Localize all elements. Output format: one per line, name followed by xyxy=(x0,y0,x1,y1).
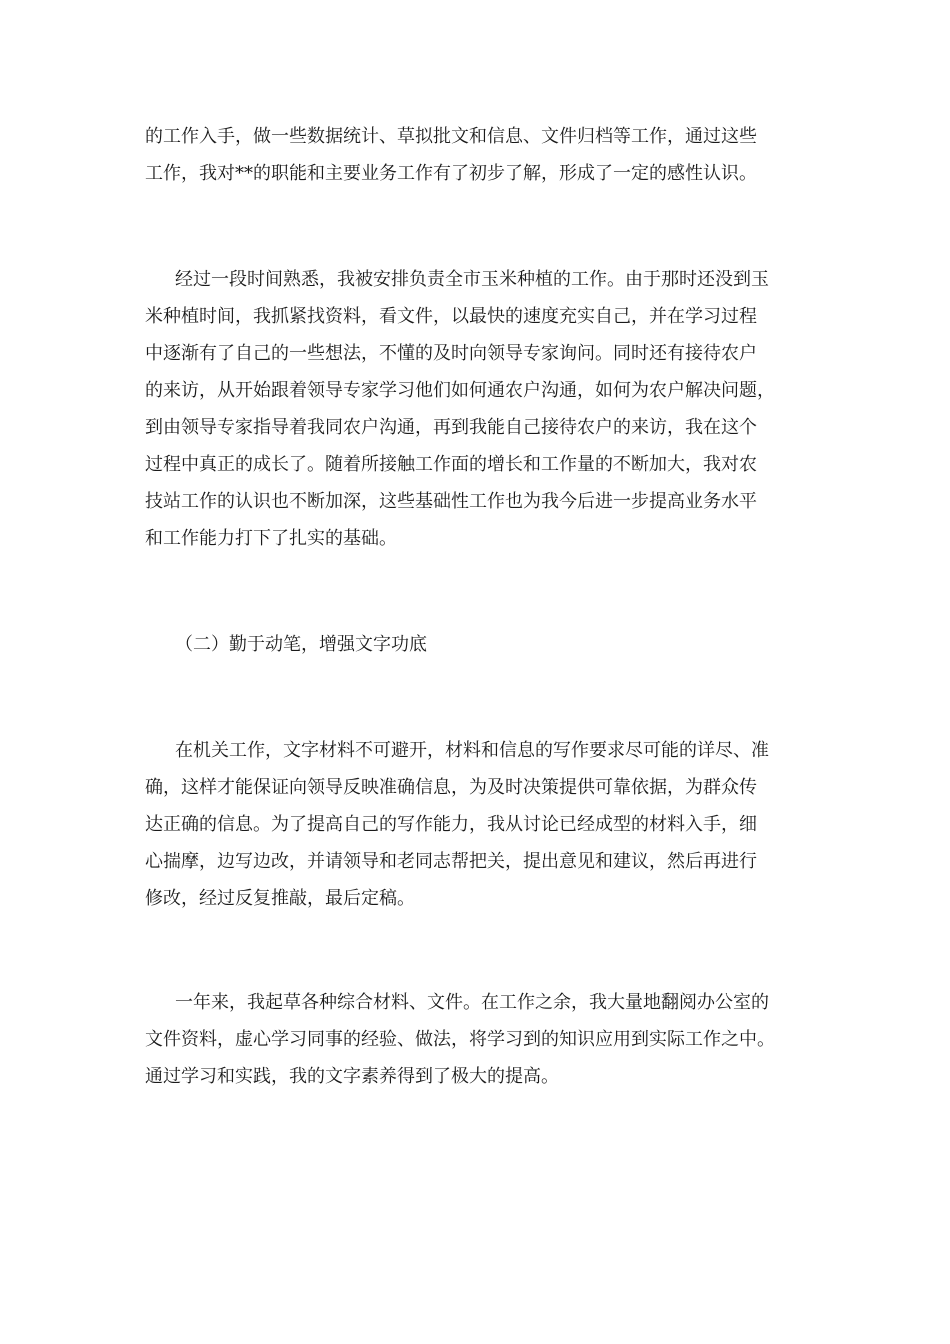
paragraph-line: 技站工作的认识也不断加深，这些基础性工作也为我今后进一步提高业务水平 xyxy=(145,491,757,512)
paragraph-continuation xyxy=(145,118,809,192)
paragraph-line: 修改，经过反复推敲，最后定稿。 xyxy=(145,888,415,909)
paragraph-corn-planting xyxy=(145,261,809,557)
paragraph-line: 和工作能力打下了扎实的基础。 xyxy=(145,528,397,549)
paragraph-line: 达正确的信息。为了提高自己的写作能力，我从讨论已经成型的材料入手，细 xyxy=(145,814,757,835)
paragraph-line: 在机关工作，文字材料不可避开，材料和信息的写作要求尽可能的详尽、准 xyxy=(175,740,769,761)
paragraph-line: 通过学习和实践，我的文字素养得到了极大的提高。 xyxy=(145,1066,559,1087)
section-heading xyxy=(175,626,839,663)
paragraph-year-summary xyxy=(145,984,809,1095)
paragraph-line: 的工作入手，做一些数据统计、草拟批文和信息、文件归档等工作，通过这些 xyxy=(145,126,757,147)
paragraph-line: 的来访，从开始跟着领导专家学习他们如何通农户沟通，如何为农户解决问题， xyxy=(145,380,775,401)
paragraph-line: 文件资料，虚心学习同事的经验、做法，将学习到的知识应用到实际工作之中。 xyxy=(145,1029,775,1050)
paragraph-writing-work xyxy=(145,732,809,917)
paragraph-line: 米种植时间，我抓紧找资料，看文件，以最快的速度充实自己，并在学习过程 xyxy=(145,306,757,327)
paragraph-line: 心揣摩，边写边改，并请领导和老同志帮把关，提出意见和建议，然后再进行 xyxy=(145,851,757,872)
paragraph-line: 确，这样才能保证向领导反映准确信息，为及时决策提供可靠依据，为群众传 xyxy=(145,777,757,798)
paragraph-line: 工作，我对**的职能和主要业务工作有了初步了解，形成了一定的感性认识。 xyxy=(145,163,757,184)
paragraph-line: 到由领导专家指导着我同农户沟通，再到我能自己接待农户的来访，我在这个 xyxy=(145,417,757,438)
paragraph-line: 经过一段时间熟悉，我被安排负责全市玉米种植的工作。由于那时还没到玉 xyxy=(175,269,769,290)
paragraph-line: 一年来，我起草各种综合材料、文件。在工作之余，我大量地翻阅办公室的 xyxy=(175,992,769,1013)
paragraph-line: 过程中真正的成长了。随着所接触工作面的增长和工作量的不断加大，我对农 xyxy=(145,454,757,475)
heading-text: （二）勤于动笔，增强文字功底 xyxy=(175,634,427,655)
paragraph-line: 中逐渐有了自己的一些想法，不懂的及时向领导专家询问。同时还有接待农户 xyxy=(145,343,757,364)
